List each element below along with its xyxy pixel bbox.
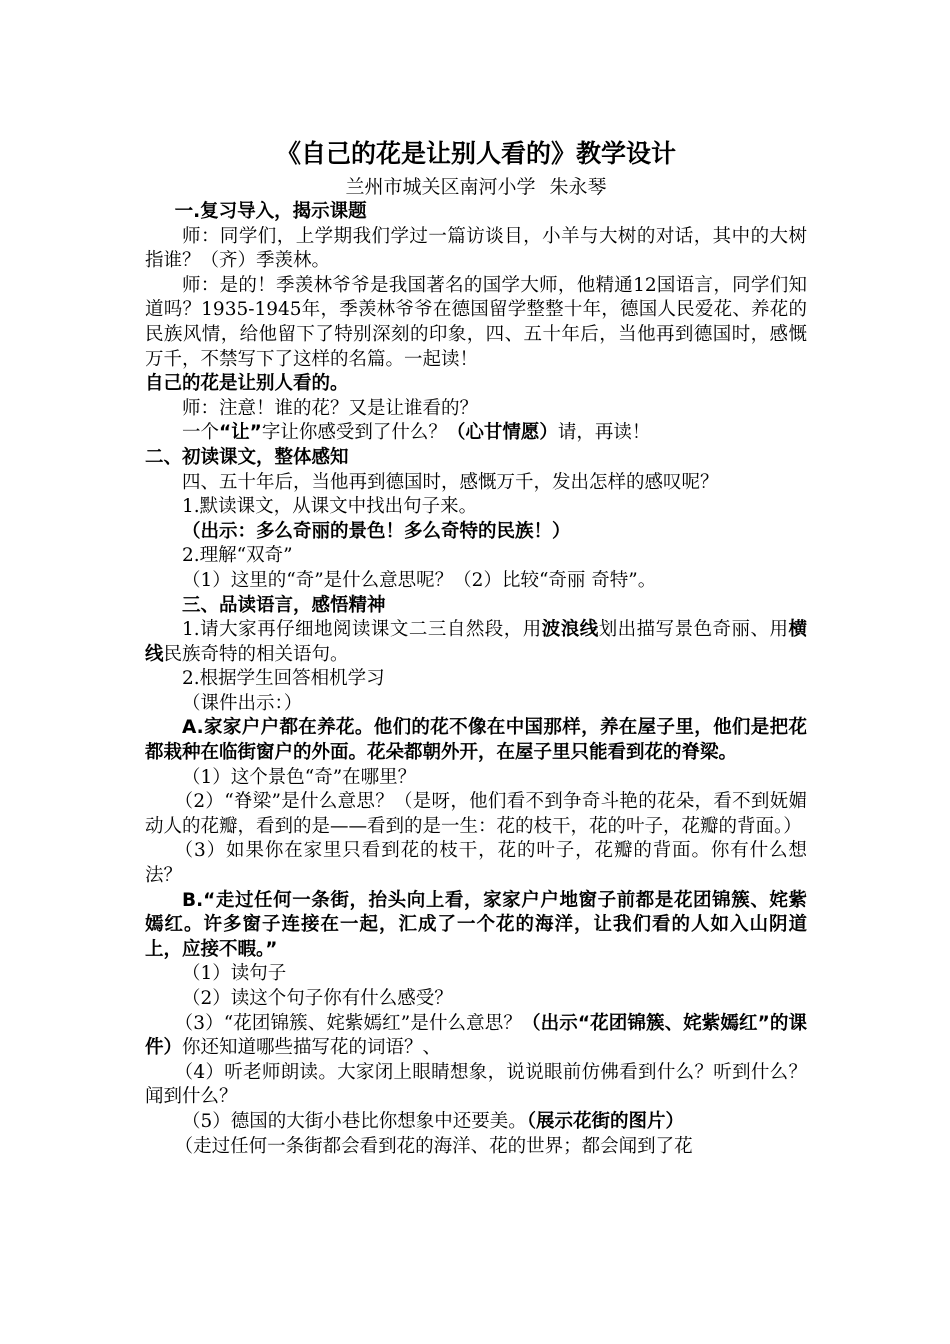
text-run-bold: “让” <box>219 422 262 444</box>
paragraph: （2）“脊梁”是什么意思？（是呀，他们看不到争奇斗艳的花朵，看不到妩媚动人的花瓣，看到的是——看到的是一生：花的枝干，花的叶子，花瓣的背面。） <box>145 791 807 837</box>
text-run-bold: （展示花街的图片） <box>526 1110 685 1132</box>
section-heading-2: 二、初读课文，整体感知 <box>145 446 349 468</box>
quote-a: A.家家户户都在养花。他们的花不像在中国那样，养在屋子里，他们是把花都栽种在临街窗户的外面。花朵都朝外开，在屋子里只能看到花的脊梁。 <box>145 717 807 764</box>
paragraph: 2.根据学生回答相机学习 <box>182 668 385 690</box>
text-run: 一个 <box>182 422 220 444</box>
text-run-bold: （心甘情愿） <box>446 422 558 444</box>
text-run: 请，再读！ <box>557 422 651 444</box>
text-run: 1.请大家再仔细地阅读课文二三自然段，用 <box>182 619 542 641</box>
paragraph: （3）如果你在家里只看到花的枝干，花的叶子，花瓣的背面。你有什么想法？ <box>145 840 807 887</box>
paragraph <box>145 618 807 667</box>
page-title: 《自己的花是让别人看的》教学设计 <box>275 139 676 168</box>
paragraph: 2.理解“双奇” <box>182 545 293 567</box>
paragraph: （1）读句子 <box>182 963 287 985</box>
paragraph: （1）这里的“奇”是什么意思呢？（2）比较“奇丽 奇特”。 <box>182 569 657 591</box>
text-run: 你还知道哪些描写花的词语？、 <box>182 1037 442 1059</box>
paragraph <box>145 1110 807 1135</box>
section-heading-1: 一.复习导入，揭示课题 <box>174 201 367 222</box>
quote-b: B.“走过任何一条街，抬头向上看，家家户户地窗子前都是花团锦簇、姹紫嫣红。许多窗子连接在一起，汇成了一个花的海洋，让我们看的人如入山阴道上，应接不暇。” <box>145 889 807 960</box>
paragraph <box>145 1012 807 1061</box>
text-run: （5）德国的大街小巷比你想象中还要美。 <box>182 1110 527 1132</box>
paragraph: 师：注意！谁的花？又是让谁看的？ <box>182 397 479 419</box>
paragraph: 1.默读课文，从课文中找出句子来。 <box>182 496 478 518</box>
text-run-bold: （出示“花团锦簇、姹紫嫣红”的课件） <box>145 1012 808 1059</box>
paragraph: （4）听老师朗读。大家闭上眼睛想象，说说眼前仿佛看到什么？听到什么？闻到什么？ <box>145 1061 807 1108</box>
paragraph <box>145 421 807 446</box>
paragraph: （走过任何一条街都会看到花的海洋、花的世界；都会闻到了花 <box>174 1135 693 1157</box>
text-run: （3）“花团锦簇、姹紫嫣红”是什么意思？ <box>174 1012 523 1034</box>
section-heading-3: 三、品读语言，感悟精神 <box>182 594 386 616</box>
paragraph-bold: 自己的花是让别人看的。 <box>145 373 349 395</box>
paragraph: 师：同学们，上学期我们学过一篇访谈目，小羊与大树的对话，其中的大树指谁？（齐）季羡林。 <box>145 225 807 272</box>
text-run: 字让你感受到了什么？ <box>261 422 447 444</box>
author-line: 兰州市城关区南河小学 朱永琴 <box>345 176 607 198</box>
text-run-bold: 横线 <box>145 619 807 665</box>
paragraph: 师：是的！季羡林爷爷是我国著名的国学大师，他精通12国语言，同学们知道吗？1935-1945年，季羡林爷爷在德国留学整整十年，德国人民爱花、养花的民族风情，给他留下了特别深刻的印象，四、五十年后，当他再到德国时，感慨万千，不禁写下了这样的名篇。一起读！ <box>145 274 807 370</box>
text-run: 民族奇特的相关语句。 <box>163 643 349 665</box>
paragraph-bold: （出示：多么奇丽的景色！多么奇特的民族！） <box>182 520 571 542</box>
text-run: 划出描写景色奇丽、用 <box>598 619 789 641</box>
paragraph: （2）读这个句子你有什么感受？ <box>182 988 453 1009</box>
paragraph: 四、五十年后，当他再到德国时，感慨万千，发出怎样的感叹呢？ <box>182 471 719 493</box>
text-run-bold: 波浪线 <box>541 619 599 641</box>
paragraph: （1）这个景色“奇”在哪里？ <box>182 766 417 788</box>
paragraph: （课件出示：） <box>182 692 303 714</box>
